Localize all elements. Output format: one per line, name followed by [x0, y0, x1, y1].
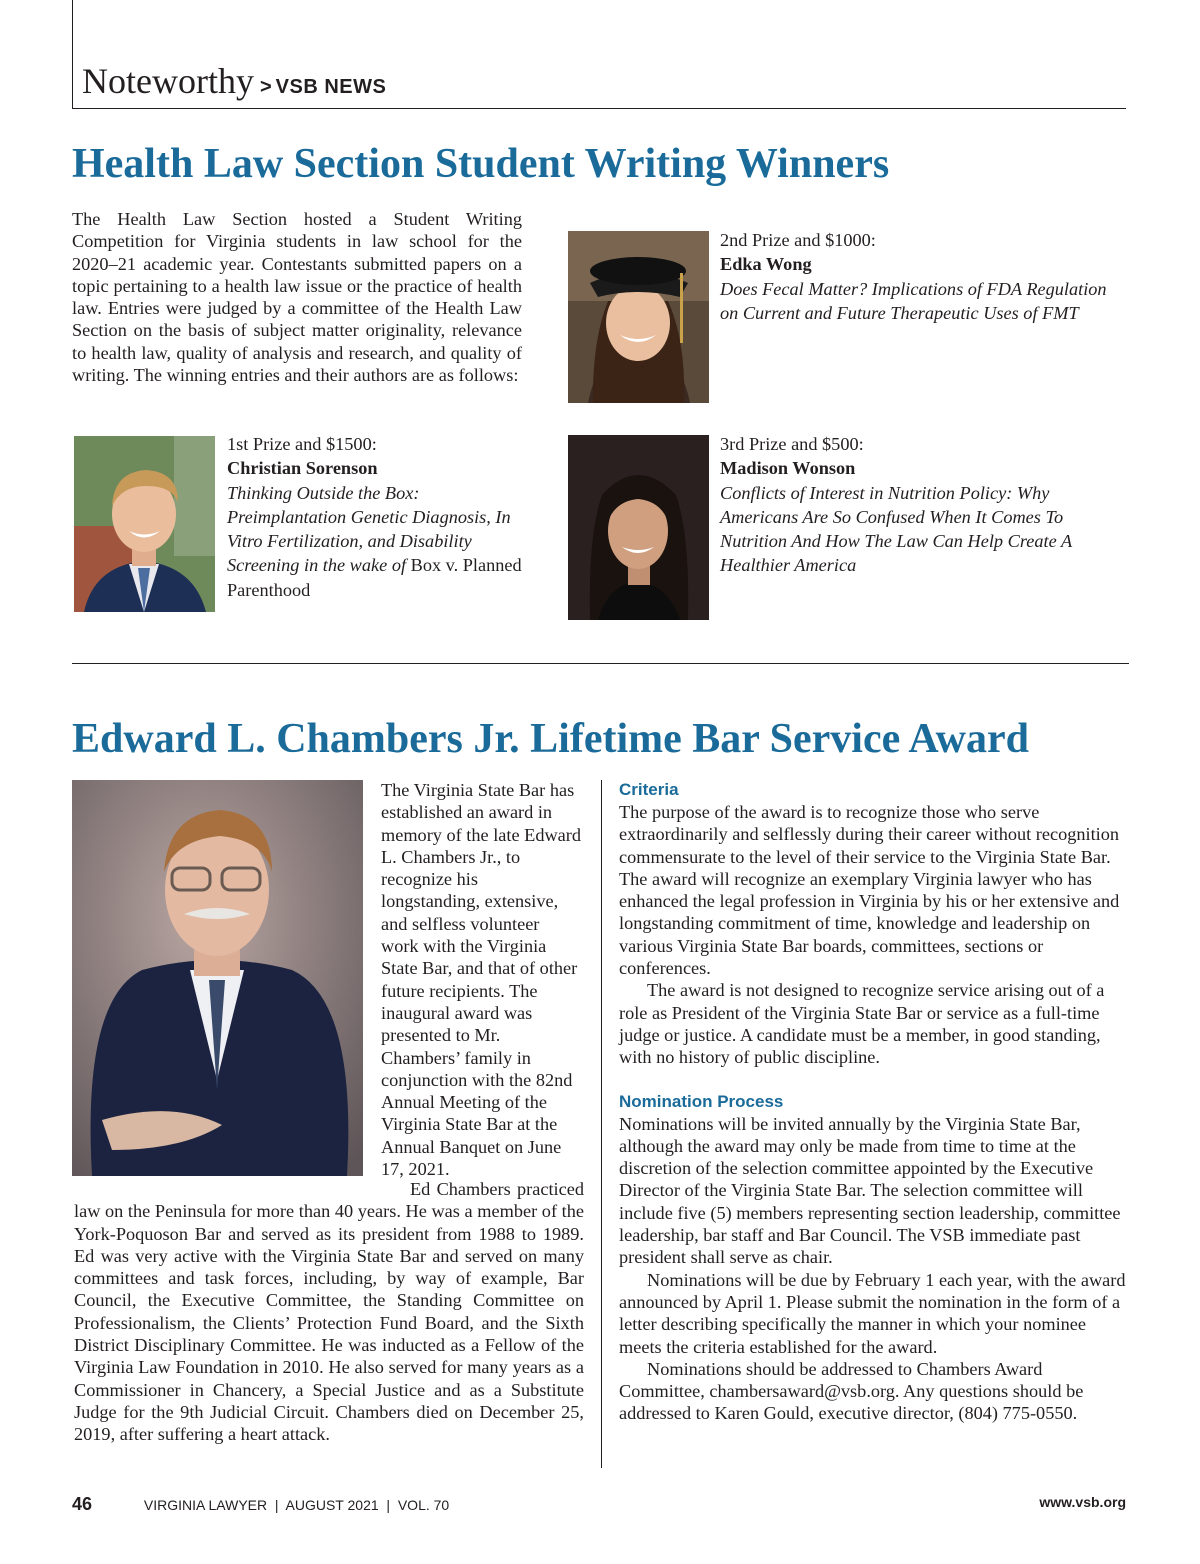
page-number: 46 — [72, 1494, 93, 1514]
article1-title: Health Law Section Student Writing Winners — [72, 141, 890, 187]
winner-3-work-title: Conflicts of Interest in Nutrition Policy: Why Americans Are So Confused When It Comes To Nutrition And How The Law Can Help Create A Healthier America — [720, 482, 1072, 576]
publication-info: VIRGINIA LAWYER | AUGUST 2021 | VOL. 70 — [143, 1497, 450, 1513]
criteria-heading: Criteria — [619, 780, 679, 799]
header-vertical-rule — [72, 0, 73, 108]
article1-intro: The Health Law Section hosted a Student Writing Competition for Virginia students in law school for the 2020–21 academic year. Contestants submitted papers on a topic pertaining to a health law issue or the practice of health law. Entries were judged by a committee of the Health Law Section on the basis of subject matter originality, relevance to health law, quality of analysis and research, and quality of writing. The winning entries and their authors are as follows: — [72, 209, 522, 386]
subsection-name: VSB NEWS — [275, 76, 387, 98]
bio-lead: Ed Chambers — [410, 1179, 511, 1199]
nomination-heading: Nomination Process — [619, 1091, 784, 1111]
winner-2 — [720, 228, 1120, 325]
page-footer — [72, 1494, 449, 1515]
winner-1 — [227, 432, 527, 602]
winner-1-work-case: Box v. Planned Parenthood — [227, 555, 522, 600]
winner-3 — [720, 432, 1120, 578]
chambers-intro: The Virginia State Bar has established an award in memory of the late Edward L. Chambers Jr., to recognize his longstanding, extensive, and selfless volunteer work with the Virginia State Bar, and that of other future recipients. The inaugural award was presented to Mr. Chambers’ family in conjunction with the 82nd Annual Meeting of the Virginia State Bar at the Annual Banquet on June 17, 2021. — [381, 780, 582, 1180]
website-link[interactable]: www.vsb.org — [1039, 1494, 1126, 1510]
winner-2-work-title: Does Fecal Matter? Implications of FDA Regulation on Current and Future Therapeutic Uses of FMT — [720, 278, 1107, 323]
kicker-arrow: > — [259, 76, 272, 98]
winner-3-name: Madison Wonson — [720, 458, 856, 479]
winner-1-work-title: Thinking Outside the Box: Preimplantation Genetic Diagnosis, In Vitro Fertilization, and Disability Screening in the wake of — [227, 482, 511, 576]
nomination-paragraph-3: Nominations should be addressed to Chambers Award Committee, chambersaward@vsb.org. Any questions should be addressed to Karen Gould, executive director, (804) 775-0550. — [619, 1358, 1084, 1424]
criteria-paragraph-2: The award is not designed to recognize service arising out of a role as President of the Virginia State Bar or service as a full-time judge or justice. A candidate must be a member, in good standing, with no history of public discipline. — [619, 980, 1105, 1068]
chambers-bio — [74, 1178, 584, 1446]
section-divider — [72, 663, 1129, 664]
winner-1-prize: 1st Prize and $1500: — [227, 434, 377, 454]
section-kicker — [82, 60, 386, 102]
winner-2-photo — [568, 231, 709, 403]
winner-2-name: Edka Wong — [720, 254, 812, 275]
chambers-portrait — [72, 780, 363, 1176]
header-rule — [72, 108, 1126, 109]
award-details — [619, 779, 1129, 1425]
winner-1-photo — [74, 436, 215, 612]
winner-3-prize: 3rd Prize and $500: — [720, 434, 864, 454]
nomination-paragraph-1: Nominations will be invited annually by the Virginia State Bar, although the award may only be made from time to time at the discretion of the selection committee appointed by the Executive Director of the Virginia State Bar. The selection committee will include five (5) members representing section leadership, committee leadership, bar staff and Bar Council. The VSB immediate past president shall serve as chair. — [619, 1113, 1121, 1268]
winner-1-name: Christian Sorenson — [227, 458, 378, 479]
article2-title: Edward L. Chambers Jr. Lifetime Bar Service Award — [72, 716, 1029, 762]
criteria-paragraph-1: The purpose of the award is to recognize those who serve extraordinarily and selflessly during their career without recognition commensurate to the level of their service to the Virginia State Bar. The award will recognize an exemplary Virginia lawyer who has enhanced the legal profession in Virginia by his or her extensive and longstanding commitment of time, knowledge and leadership on various Virginia State Bar boards, committees, sections or conferences. — [619, 802, 1120, 979]
section-name: Noteworthy — [82, 61, 254, 101]
winner-2-prize: 2nd Prize and $1000: — [720, 230, 876, 250]
bio-body: practiced law on the Peninsula for more than 40 years. He was a member of the York-Poquoson Bar and served as its president from 1988 to 1989. Ed was very active with the Virginia State Bar and served on many committees and task forces, including, by way of example, Bar Council, the Executive Committee, the Standing Committee on Professionalism, the Clients’ Protection Fund Board, and the Sixth District Disciplinary Committee. He was inducted as a Fellow of the Virginia Law Foundation in 2010. He also served for many years as a Commissioner in Chancery, a Special Justice and as a Substitute Judge for the 9th Judicial Circuit. Chambers died on December 25, 2019, after suffering a heart attack. — [74, 1179, 584, 1445]
nomination-paragraph-2: Nominations will be due by February 1 each year, with the award announced by April 1. Please submit the nomination in the form of a letter describing specifically the manner in which your nominee meets the criteria established for the award. — [619, 1269, 1126, 1357]
column-divider — [601, 780, 602, 1468]
winner-3-photo — [568, 435, 709, 620]
